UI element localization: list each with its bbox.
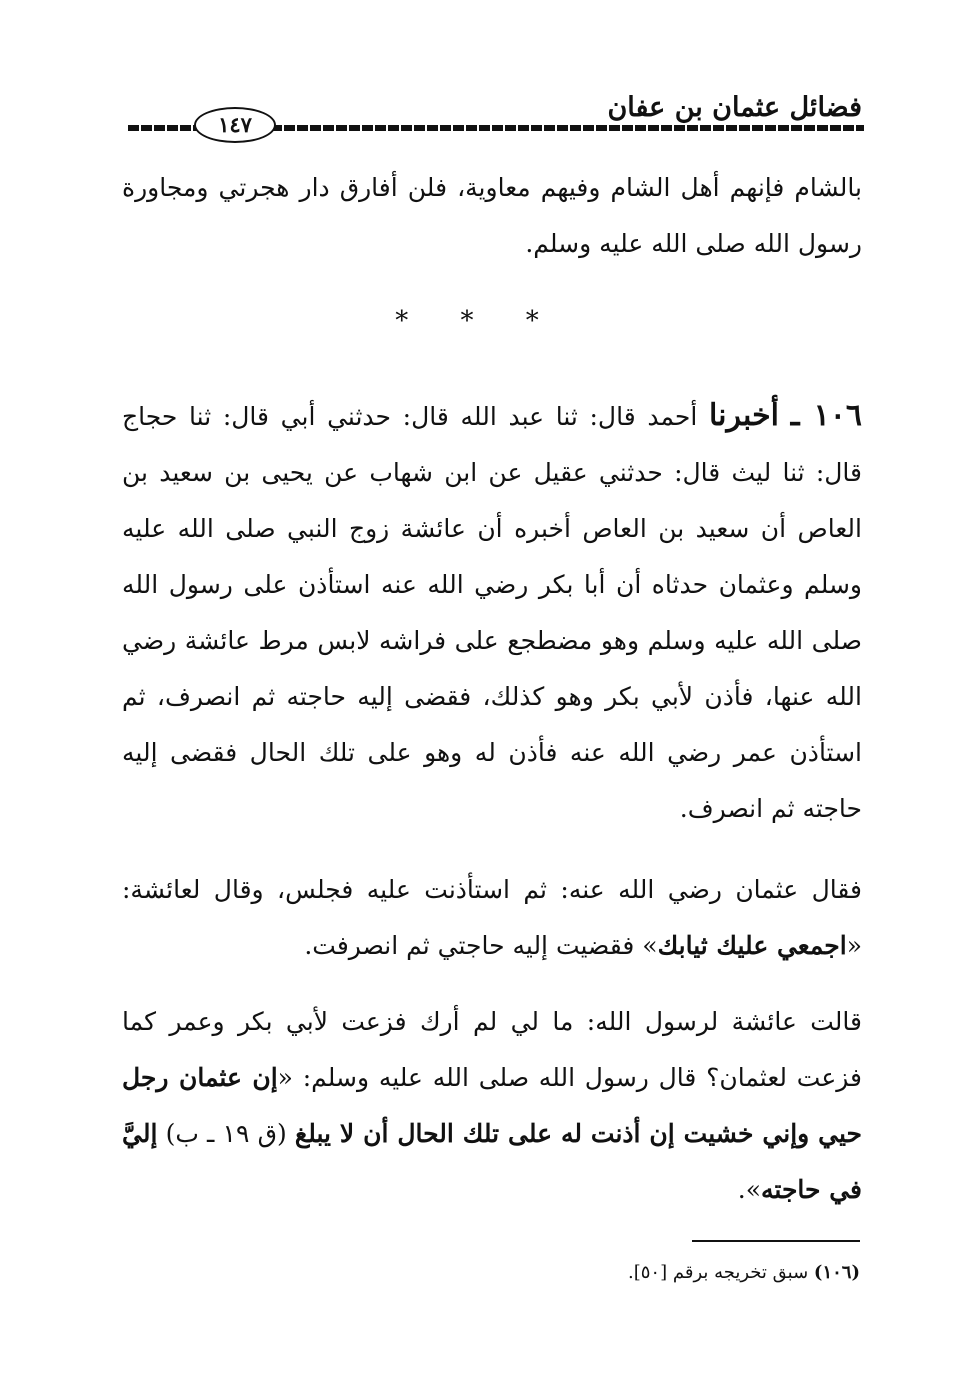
para3-after: ». — [737, 1175, 762, 1204]
hadith-lead-word: أخبرنا — [709, 398, 779, 433]
uthman-paragraph — [122, 862, 862, 974]
para3-quote-2: إليَّ في حاجته — [122, 1119, 862, 1204]
hadith-number: ١٠٦ ـ — [790, 398, 862, 433]
footnote — [260, 1258, 860, 1288]
running-title: فضائل عثمان بن عفان — [607, 92, 862, 123]
para3-quote-1: إن عثمان رجل حيي وإني خشيت إن أذنت له على تلك الحال أن لا يبلغ — [122, 1063, 862, 1148]
para3-before: قالت عائشة لرسول الله: ما لي لم أرك فزعت لأبي بكر وعمر كما فزعت لعثمان؟ قال رسول الله صلى الله عليه وسلم: « — [122, 1007, 862, 1092]
page-header — [128, 92, 864, 140]
hadith-paragraph — [122, 388, 862, 837]
para2-after: » فقضيت إليه حاجتي ثم انصرفت. — [304, 931, 658, 960]
footnote-text: سبق تخريجه برقم [٥٠]. — [628, 1262, 809, 1283]
section-separator: * * * — [395, 306, 561, 336]
para3-folio-ref: (ق ١٩ ـ ب) — [157, 1119, 295, 1148]
aisha-paragraph — [122, 994, 862, 1218]
footnote-number: (١٠٦) — [813, 1262, 860, 1283]
hadith-text: أحمد قال: ثنا عبد الله قال: حدثني أبي قال: ثنا حجاج قال: ثنا ليث قال: حدثني عقيل عن ابن شهاب عن يحيى بن سعيد بن العاص أن سعيد بن العاص أخبره أن عائشة زوج النبي صلى الله عليه وسلم وعثمان حدثاه أن أبا بكر رضي الله عنه استأذن على رسول الله صلى الله عليه وسلم وهو مضطجع على فراشه لابس مرط عائشة رضي الله عنها، فأذن لأبي بكر وهو كذلك، فقضى إليه حاجته ثم انصرف، ثم استأذن عمر رضي الله عنه فأذن له وهو على تلك الحال فقضى إليه حاجته ثم انصرف. — [122, 402, 862, 823]
intro-paragraph: بالشام فإنهم أهل الشام وفيهم معاوية، فلن أفارق دار هجرتي ومجاورة رسول الله صلى الله عليه وسلم. — [122, 173, 862, 258]
page-number: ١٤٧ — [194, 107, 276, 143]
para2-quote: اجمعي عليك ثيابك — [657, 931, 847, 960]
footnote-rule — [692, 1240, 860, 1242]
para2-before: فقال عثمان رضي الله عنه: ثم استأذنت عليه فجلس، وقال لعائشة: « — [122, 875, 862, 960]
